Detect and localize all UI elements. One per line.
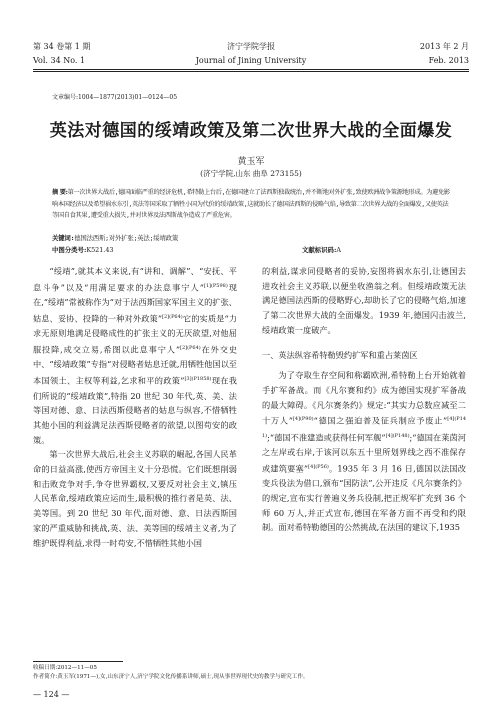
keywords bbox=[52, 233, 452, 242]
article-affiliation: (济宁学院,山东 曲阜 273155) bbox=[200, 169, 302, 178]
paragraph: 的利益,谋求同侵略者的妥协,妄图将祸水东引,让德国去进攻社会主义苏联,以便坐收渔翁之利。但绥靖政策无法满足德国法西斯的侵略野心,却助长了它的侵略气焰,加速了第二次世界大战的全面爆发。1939 年,德国闪击波兰,绥靖政策一度破产。 bbox=[262, 266, 466, 335]
body-column-left bbox=[33, 264, 237, 550]
paragraph: “绥靖”,就其本义来说,有“讲和、调解”、“安抚、平息斗争”以及“用满足要求的办法息事宁人”$^{[1](P598)}$现在,“绥靖”常被称作为“对于法西斯国家军国主义的扩张、姑息、妥协、投降的一种对外政策”$^{[2](P64)}$它的实质是“力求无原则地满足侵略成性的扩张主义的无厌欲望,对他屈服投降,成交立易,希图以此息事宁人”$^{[2](P64)}$在外交史中、“绥靖政策”专指“对侵略者姑息迁就,用牺牲他国以至本国领土、主权等利益,乞求和平的政策”$^{[3](P1858)}$现在我们所说的“绥靖政策”,特指 20 世纪 30 年代,英、美、法等国对德、意、日法西斯侵略者的姑息与纵容,不惜牺牲其他小国的利益满足法西斯侵略者的欲望,以图苟安的政策。 bbox=[33, 266, 238, 445]
cls-value: K521.43 bbox=[86, 246, 114, 254]
author-bio: 作者简介:黄玉军(1971—),女,山东济宁人,济宁学院文化传播系讲师,硕士,现从事世界现代史的教学与研究工作。 bbox=[33, 674, 309, 680]
classification-row bbox=[52, 245, 452, 254]
doc-code-label: 文献标识码: bbox=[302, 246, 337, 254]
doc-code-value: A bbox=[336, 246, 341, 254]
page-number: — 124 — bbox=[33, 690, 70, 699]
cls-label: 中图分类号: bbox=[52, 246, 87, 254]
received-date: 收稿日期:2012—11—05 bbox=[33, 665, 97, 671]
body-column-right bbox=[262, 264, 466, 535]
header-rule-double bbox=[33, 71, 469, 72]
header-rule bbox=[33, 69, 469, 70]
abstract-text: 第一次世界大战后,德国面临严重的经济危机,希特勒上台后,在德国建立了法西斯独裁统治,并不断地对外扩张,致使欧洲战争策源地形成。为避免影响本国经济以及希望祸水东引,英法等国采取了牺牲小国为代价的绥靖政策,这就助长了德国法西斯的侵略气焰,导致第二次世界大战的全面爆发,又使英法等国自食其果,遭受重大损失,并对世界及法西斯战争造成了严重危害。 bbox=[52, 189, 450, 219]
paragraph: 为了夺取生存空间和称霸欧洲,希特勒上台开始就着手扩军备战。而《凡尔赛和约》成为德国实现扩军备战的最大障碍。《凡尔赛条约》规定:“其实力总数应减至二十万人”$^{[4](P90)}$“德国之强迫普及征兵制应予废止”$^{[4](P141)}$;“德国不准建造或获得任何军舰”$^{[4](P148)}$;“德国在莱茵河之左岸或右岸,于该河以东五十里所划界线之西不准保存或建筑要塞”$^{[4](P56)}$。1935 年 3 月 16 日,德国以法国改变兵役法为借口,颁布“国防法”,公开违反《凡尔赛条约》的规定,宣布实行普遍义务兵役制,把正规军扩充到 36 个师 60 万人,并正式宣布,德国在军备方面不再受和约限制。面对希特勒德国的公然挑战,在法国的建议下,1935 bbox=[262, 370, 467, 533]
abstract bbox=[52, 187, 452, 222]
header-volume-en: Vol. 34 No. 1 bbox=[33, 56, 86, 65]
section-heading: 一、英法纵容希特勒毁约扩军和重占莱茵区 bbox=[262, 349, 418, 360]
article-author: 黄玉军 bbox=[237, 157, 265, 167]
header-journal-en: Journal of Jining University bbox=[195, 56, 307, 65]
header-date-en: Feb. 2013 bbox=[428, 56, 469, 65]
abstract-label: 摘 要: bbox=[52, 189, 68, 196]
paragraph: 第一次世界大战后,社会主义苏联的崛起,各国人民革命的日益高涨,使西方帝国主义十分恐慌。它们既想削弱和击败竞争对手,争夺世界霸权,又要反对社会主义,镇压人民革命,绥靖政策应运而生,最积极的推行者是英、法、美等国。到 20 世纪 30 年代,面对德、意、日法西斯国家的严重威胁和挑战,英、法、美等国的绥靖主义者,为了维护既得利益,求得一时苟安,不惜牺牲其他小国 bbox=[33, 449, 237, 548]
keywords-label: 关键词: bbox=[52, 234, 75, 242]
article-code: 文章编号:1004—1877(2013)01—0124—05 bbox=[52, 94, 178, 101]
keywords-text: 德国法西斯;对外扩张;英法;绥靖政策 bbox=[74, 234, 179, 242]
header-date-cn: 2013 年 2 月 bbox=[419, 42, 469, 51]
header-journal-cn: 济宁学院学报 bbox=[227, 42, 275, 51]
article-title: 英法对德国的绥靖政策及第二次世界大战的全面爆发 bbox=[49, 121, 453, 141]
header-volume-cn: 第 34 卷第 1 期 bbox=[33, 42, 91, 51]
footnote-rule bbox=[33, 661, 123, 662]
